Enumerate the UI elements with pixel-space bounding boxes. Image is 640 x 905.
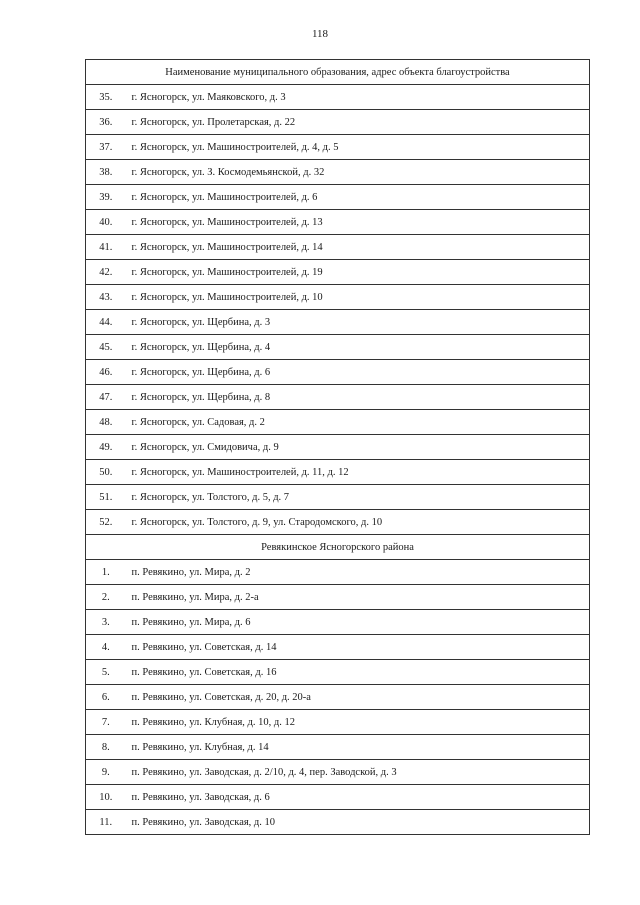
- table-row: [86, 260, 590, 285]
- row-address: п. Ревякино, ул. Клубная, д. 14: [126, 735, 590, 760]
- row-address: п. Ревякино, ул. Мира, д. 2: [126, 560, 590, 585]
- row-address: п. Ревякино, ул. Заводская, д. 10: [126, 810, 590, 835]
- table-row: [86, 285, 590, 310]
- table-row: [86, 410, 590, 435]
- row-address: г. Ясногорск, ул. Смидовича, д. 9: [126, 435, 590, 460]
- row-number: 9.: [86, 760, 126, 785]
- row-address: г. Ясногорск, ул. Щербина, д. 4: [126, 335, 590, 360]
- row-number: 36.: [86, 110, 126, 135]
- row-address: г. Ясногорск, ул. Машиностроителей, д. 4, д. 5: [126, 135, 590, 160]
- table-row: [86, 635, 590, 660]
- row-address: г. Ясногорск, ул. Машиностроителей, д. 19: [126, 260, 590, 285]
- row-address: п. Ревякино, ул. Мира, д. 6: [126, 610, 590, 635]
- row-address: г. Ясногорск, ул. Машиностроителей, д. 11, д. 12: [126, 460, 590, 485]
- table-row: [86, 360, 590, 385]
- row-number: 39.: [86, 185, 126, 210]
- table-row: [86, 385, 590, 410]
- table-row: [86, 435, 590, 460]
- row-address: п. Ревякино, ул. Заводская, д. 6: [126, 785, 590, 810]
- table-header-row: [86, 60, 590, 85]
- table-row: [86, 685, 590, 710]
- table-row: [86, 485, 590, 510]
- row-number: 43.: [86, 285, 126, 310]
- table-section: [86, 535, 590, 560]
- row-address: п. Ревякино, ул. Советская, д. 16: [126, 660, 590, 685]
- row-address: г. Ясногорск, ул. Щербина, д. 3: [126, 310, 590, 335]
- table-row: [86, 185, 590, 210]
- table-row: [86, 735, 590, 760]
- row-number: 2.: [86, 585, 126, 610]
- table-body-revyakino: [86, 560, 590, 835]
- row-number: 51.: [86, 485, 126, 510]
- table-row: [86, 235, 590, 260]
- row-number: 37.: [86, 135, 126, 160]
- table-row: [86, 710, 590, 735]
- row-address: г. Ясногорск, ул. Машиностроителей, д. 10: [126, 285, 590, 310]
- row-number: 6.: [86, 685, 126, 710]
- table-row: [86, 785, 590, 810]
- section-title: Ревякинское Ясногорского района: [86, 535, 590, 560]
- row-address: г. Ясногорск, ул. Толстого, д. 5, д. 7: [126, 485, 590, 510]
- table-row: [86, 110, 590, 135]
- row-number: 48.: [86, 410, 126, 435]
- row-address: г. Ясногорск, ул. Маяковского, д. 3: [126, 85, 590, 110]
- row-number: 38.: [86, 160, 126, 185]
- row-number: 10.: [86, 785, 126, 810]
- table-row: [86, 810, 590, 835]
- row-address: п. Ревякино, ул. Мира, д. 2-а: [126, 585, 590, 610]
- row-number: 50.: [86, 460, 126, 485]
- table-row: [86, 760, 590, 785]
- row-address: г. Ясногорск, ул. Толстого, д. 9, ул. Стародомского, д. 10: [126, 510, 590, 535]
- row-number: 4.: [86, 635, 126, 660]
- row-address: г. Ясногорск, ул. Щербина, д. 8: [126, 385, 590, 410]
- row-number: 47.: [86, 385, 126, 410]
- row-address: г. Ясногорск, ул. Щербина, д. 6: [126, 360, 590, 385]
- row-address: г. Ясногорск, ул. Машиностроителей, д. 14: [126, 235, 590, 260]
- row-number: 52.: [86, 510, 126, 535]
- row-number: 35.: [86, 85, 126, 110]
- row-address: п. Ревякино, ул. Советская, д. 20, д. 20-а: [126, 685, 590, 710]
- row-number: 44.: [86, 310, 126, 335]
- table-row: [86, 135, 590, 160]
- page-number: 118: [311, 28, 329, 40]
- table-row: [86, 560, 590, 585]
- table-row: [86, 160, 590, 185]
- row-number: 40.: [86, 210, 126, 235]
- table-header: Наименование муниципального образования, адрес объекта благоустройства: [86, 60, 590, 85]
- row-number: 49.: [86, 435, 126, 460]
- table-row: [86, 510, 590, 535]
- table-row: [86, 660, 590, 685]
- table-row: [86, 585, 590, 610]
- table-row: [86, 460, 590, 485]
- row-address: п. Ревякино, ул. Заводская, д. 2/10, д. 4, пер. Заводской, д. 3: [126, 760, 590, 785]
- row-address: г. Ясногорск, ул. Садовая, д. 2: [126, 410, 590, 435]
- row-address: г. Ясногорск, ул. Машиностроителей, д. 6: [126, 185, 590, 210]
- row-address: п. Ревякино, ул. Клубная, д. 10, д. 12: [126, 710, 590, 735]
- row-number: 3.: [86, 610, 126, 635]
- row-number: 8.: [86, 735, 126, 760]
- row-number: 42.: [86, 260, 126, 285]
- row-address: г. Ясногорск, ул. З. Космодемьянской, д. 32: [126, 160, 590, 185]
- row-number: 1.: [86, 560, 126, 585]
- table-body-yasnogorsk: [86, 85, 590, 535]
- row-number: 5.: [86, 660, 126, 685]
- row-number: 11.: [86, 810, 126, 835]
- section-row: [86, 535, 590, 560]
- table-row: [86, 310, 590, 335]
- table-row: [86, 610, 590, 635]
- row-address: г. Ясногорск, ул. Пролетарская, д. 22: [126, 110, 590, 135]
- row-address: п. Ревякино, ул. Советская, д. 14: [126, 635, 590, 660]
- row-number: 7.: [86, 710, 126, 735]
- row-number: 41.: [86, 235, 126, 260]
- table-row: [86, 85, 590, 110]
- row-number: 45.: [86, 335, 126, 360]
- row-address: г. Ясногорск, ул. Машиностроителей, д. 13: [126, 210, 590, 235]
- row-number: 46.: [86, 360, 126, 385]
- objects-table: [85, 59, 590, 835]
- table-row: [86, 335, 590, 360]
- table-row: [86, 210, 590, 235]
